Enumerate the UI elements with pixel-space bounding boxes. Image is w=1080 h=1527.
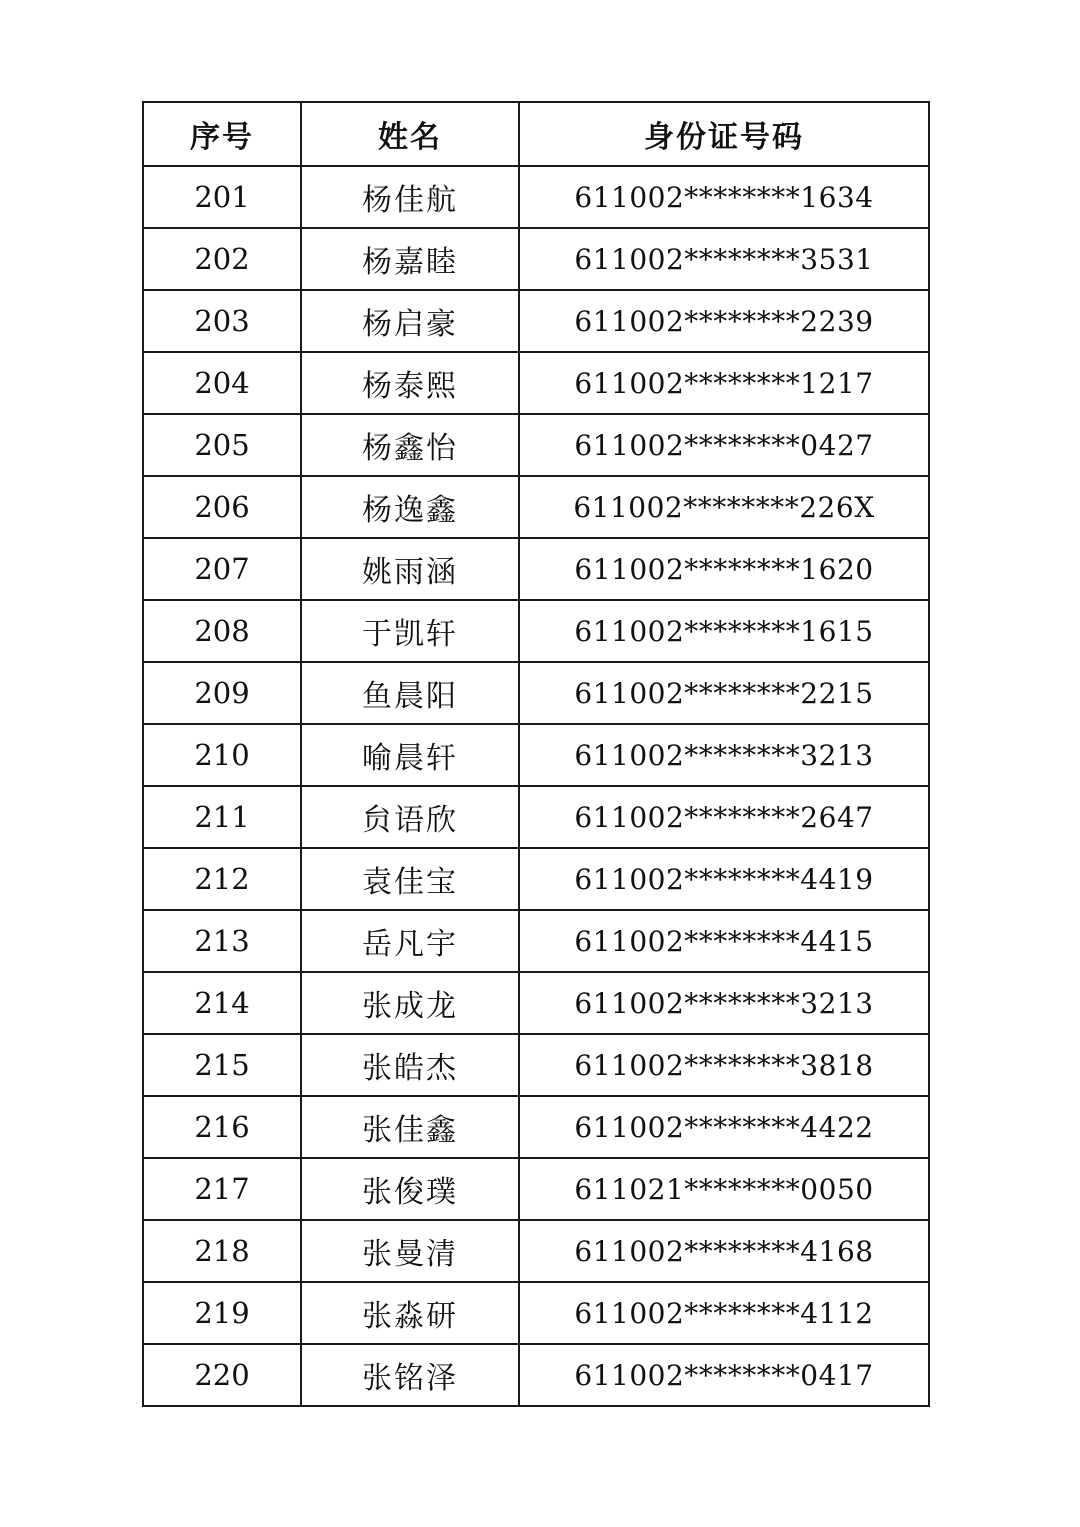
name-cell: 喻晨轩 <box>301 724 519 786</box>
serial-number-cell: 220 <box>143 1344 301 1406</box>
header-id-number: 身份证号码 <box>519 102 929 166</box>
serial-number-cell: 205 <box>143 414 301 476</box>
serial-number-cell: 206 <box>143 476 301 538</box>
table-row <box>143 1034 929 1096</box>
name-cell: 袁佳宝 <box>301 848 519 910</box>
id-number-cell: 611002********4168 <box>519 1220 929 1282</box>
id-number-cell: 611002********1615 <box>519 600 929 662</box>
id-number-cell: 611002********4415 <box>519 910 929 972</box>
table-row <box>143 600 929 662</box>
serial-number-cell: 214 <box>143 972 301 1034</box>
name-cell: 张皓杰 <box>301 1034 519 1096</box>
table-row <box>143 166 929 228</box>
name-cell: 张佳鑫 <box>301 1096 519 1158</box>
table-row <box>143 910 929 972</box>
name-cell: 张铭泽 <box>301 1344 519 1406</box>
id-number-cell: 611002********0417 <box>519 1344 929 1406</box>
name-cell: 于凯轩 <box>301 600 519 662</box>
name-cell: 杨逸鑫 <box>301 476 519 538</box>
table-row <box>143 1220 929 1282</box>
serial-number-cell: 201 <box>143 166 301 228</box>
table-row <box>143 352 929 414</box>
name-cell: 杨泰熙 <box>301 352 519 414</box>
serial-number-cell: 208 <box>143 600 301 662</box>
table-row <box>143 538 929 600</box>
name-cell: 贠语欣 <box>301 786 519 848</box>
id-number-cell: 611002********1620 <box>519 538 929 600</box>
id-number-cell: 611002********2239 <box>519 290 929 352</box>
id-number-cell: 611021********0050 <box>519 1158 929 1220</box>
name-cell: 岳凡宇 <box>301 910 519 972</box>
id-number-cell: 611002********4422 <box>519 1096 929 1158</box>
serial-number-cell: 219 <box>143 1282 301 1344</box>
id-number-cell: 611002********3213 <box>519 972 929 1034</box>
id-number-cell: 611002********2647 <box>519 786 929 848</box>
table-row <box>143 848 929 910</box>
id-number-cell: 611002********3213 <box>519 724 929 786</box>
table-row <box>143 290 929 352</box>
name-cell: 张成龙 <box>301 972 519 1034</box>
table-row <box>143 476 929 538</box>
table-row <box>143 1282 929 1344</box>
table-row <box>143 724 929 786</box>
id-number-cell: 611002********4419 <box>519 848 929 910</box>
serial-number-cell: 202 <box>143 228 301 290</box>
id-number-cell: 611002********1217 <box>519 352 929 414</box>
roster-table <box>142 101 930 1407</box>
serial-number-cell: 207 <box>143 538 301 600</box>
name-cell: 姚雨涵 <box>301 538 519 600</box>
document-page <box>142 101 928 1407</box>
serial-number-cell: 218 <box>143 1220 301 1282</box>
name-cell: 张淼研 <box>301 1282 519 1344</box>
serial-number-cell: 203 <box>143 290 301 352</box>
id-number-cell: 611002********3531 <box>519 228 929 290</box>
serial-number-cell: 215 <box>143 1034 301 1096</box>
table-row <box>143 228 929 290</box>
id-number-cell: 611002********3818 <box>519 1034 929 1096</box>
table-row <box>143 1096 929 1158</box>
table-header <box>143 102 929 166</box>
name-cell: 杨鑫怡 <box>301 414 519 476</box>
table-row <box>143 1344 929 1406</box>
header-serial-number: 序号 <box>143 102 301 166</box>
name-cell: 张俊璞 <box>301 1158 519 1220</box>
table-body <box>143 166 929 1406</box>
table-row <box>143 662 929 724</box>
table-row <box>143 972 929 1034</box>
name-cell: 杨启豪 <box>301 290 519 352</box>
id-number-cell: 611002********2215 <box>519 662 929 724</box>
id-number-cell: 611002********4112 <box>519 1282 929 1344</box>
name-cell: 鱼晨阳 <box>301 662 519 724</box>
serial-number-cell: 211 <box>143 786 301 848</box>
serial-number-cell: 204 <box>143 352 301 414</box>
id-number-cell: 611002********1634 <box>519 166 929 228</box>
table-row <box>143 1158 929 1220</box>
serial-number-cell: 212 <box>143 848 301 910</box>
serial-number-cell: 209 <box>143 662 301 724</box>
table-row <box>143 414 929 476</box>
id-number-cell: 611002********0427 <box>519 414 929 476</box>
serial-number-cell: 217 <box>143 1158 301 1220</box>
name-cell: 杨嘉睦 <box>301 228 519 290</box>
header-row <box>143 102 929 166</box>
id-number-cell: 611002********226X <box>519 476 929 538</box>
serial-number-cell: 210 <box>143 724 301 786</box>
header-name: 姓名 <box>301 102 519 166</box>
serial-number-cell: 216 <box>143 1096 301 1158</box>
serial-number-cell: 213 <box>143 910 301 972</box>
name-cell: 张曼清 <box>301 1220 519 1282</box>
name-cell: 杨佳航 <box>301 166 519 228</box>
table-row <box>143 786 929 848</box>
